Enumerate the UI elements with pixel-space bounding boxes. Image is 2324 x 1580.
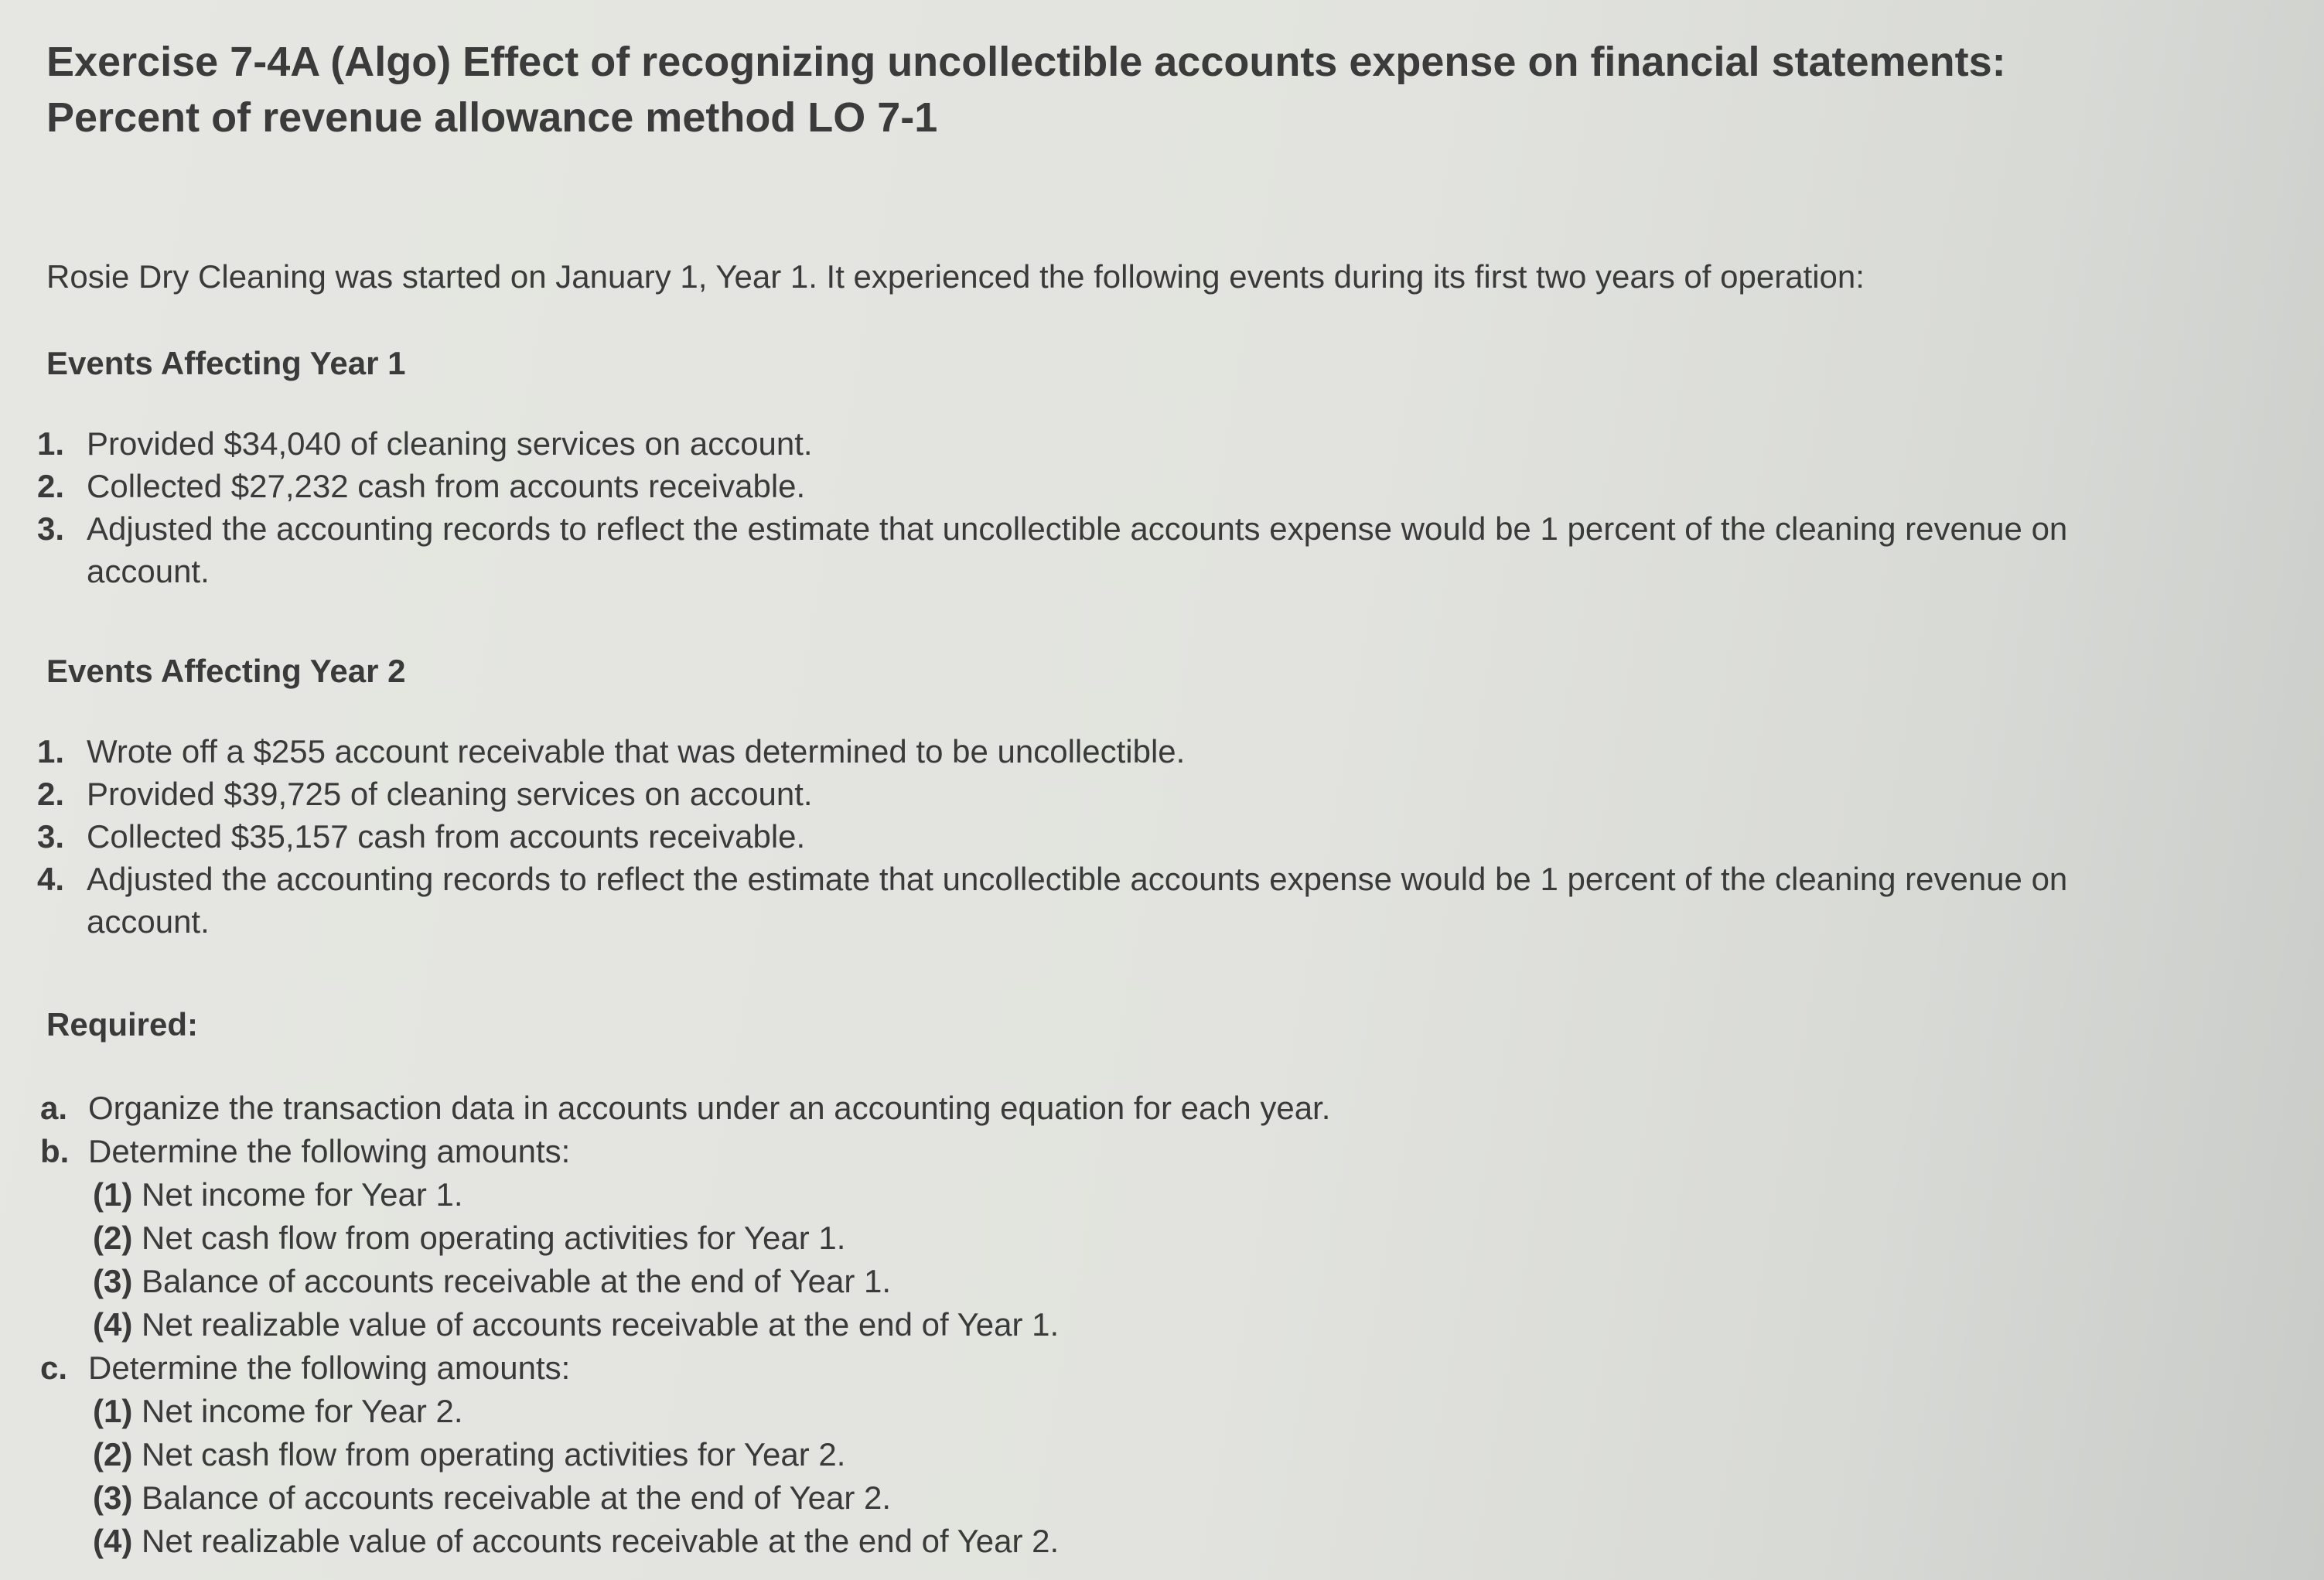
year1-heading: Events Affecting Year 1	[46, 345, 406, 381]
sub-text: Balance of accounts receivable at the end of Year 2.	[142, 1479, 892, 1516]
event-number: 1.	[37, 425, 65, 462]
required-letter: c.	[40, 1350, 68, 1386]
year2-heading: Events Affecting Year 2	[46, 653, 406, 689]
sub-number: (3)	[93, 1263, 133, 1299]
event-text: Wrote off a $255 account receivable that was determined to be uncollectible.	[87, 733, 1186, 770]
year2-event	[37, 815, 2135, 858]
event-text: Adjusted the accounting records to reflect the estimate that uncollectible accounts expense would be 1 percent of the cleaning revenue on account.	[87, 510, 2068, 589]
sub-text: Balance of accounts receivable at the end of Year 1.	[142, 1263, 892, 1299]
required-item-a	[40, 1087, 2135, 1130]
exercise-title	[46, 34, 2135, 145]
event-text: Collected $27,232 cash from accounts receivable.	[87, 468, 806, 504]
sub-text: Net realizable value of accounts receivable at the end of Year 2.	[142, 1523, 1060, 1559]
required-sub-item	[46, 1260, 2135, 1303]
event-text: Provided $39,725 of cleaning services on account.	[87, 776, 813, 812]
required-list	[40, 1087, 2135, 1563]
sub-number: (1)	[93, 1393, 133, 1429]
sub-number: (4)	[93, 1306, 133, 1343]
required-item-b	[40, 1130, 2135, 1346]
required-text: Determine the following amounts:	[88, 1133, 571, 1169]
sub-text: Net realizable value of accounts receivable at the end of Year 1.	[142, 1306, 1060, 1343]
title-line-1: Exercise 7-4A (Algo) Effect of recognizing uncollectible accounts expense on financial statements:	[46, 39, 2006, 85]
sub-text: Net cash flow from operating activities for Year 2.	[142, 1436, 846, 1473]
required-text: Organize the transaction data in accounts under an accounting equation for each year.	[88, 1090, 1331, 1126]
required-sub-item	[46, 1433, 2135, 1476]
sub-number: (1)	[93, 1176, 133, 1213]
year1-event	[37, 465, 2135, 507]
title-line-2: Percent of revenue allowance method LO 7-1	[46, 94, 938, 141]
required-c-sublist	[88, 1390, 2135, 1563]
event-number: 4.	[37, 861, 65, 897]
required-b-sublist	[88, 1173, 2135, 1346]
sub-number: (3)	[93, 1479, 133, 1516]
required-letter: a.	[40, 1090, 68, 1126]
event-text: Adjusted the accounting records to reflect the estimate that uncollectible accounts expense would be 1 percent of the cleaning revenue on account.	[87, 861, 2068, 940]
year2-events-list	[37, 730, 2135, 943]
required-letter: b.	[40, 1133, 70, 1169]
year2-event	[37, 858, 2135, 943]
sub-text: Net income for Year 1.	[142, 1176, 463, 1213]
year2-event	[37, 773, 2135, 815]
event-number: 2.	[37, 468, 65, 504]
required-sub-item	[46, 1390, 2135, 1433]
required-sub-item	[46, 1520, 2135, 1563]
sub-number: (2)	[93, 1436, 133, 1473]
exercise-page	[37, 34, 2135, 1563]
year1-event	[37, 507, 2135, 592]
event-number: 1.	[37, 733, 65, 770]
year1-event	[37, 422, 2135, 465]
event-number: 2.	[37, 776, 65, 812]
required-sub-item	[46, 1303, 2135, 1346]
sub-text: Net cash flow from operating activities for Year 1.	[142, 1220, 846, 1256]
required-text: Determine the following amounts:	[88, 1350, 571, 1386]
required-sub-item	[46, 1217, 2135, 1260]
required-sub-item	[46, 1476, 2135, 1520]
intro-paragraph: Rosie Dry Cleaning was started on January 1, Year 1. It experienced the following events during its first two years of operation:	[46, 258, 1865, 295]
sub-number: (4)	[93, 1523, 133, 1559]
required-sub-item	[46, 1173, 2135, 1217]
required-heading: Required:	[46, 1006, 199, 1043]
sub-text: Net income for Year 2.	[142, 1393, 463, 1429]
required-item-c	[40, 1346, 2135, 1563]
event-text: Collected $35,157 cash from accounts receivable.	[87, 818, 806, 855]
event-number: 3.	[37, 510, 65, 547]
sub-number: (2)	[93, 1220, 133, 1256]
event-number: 3.	[37, 818, 65, 855]
year1-events-list	[37, 422, 2135, 592]
year2-event	[37, 730, 2135, 773]
event-text: Provided $34,040 of cleaning services on account.	[87, 425, 813, 462]
